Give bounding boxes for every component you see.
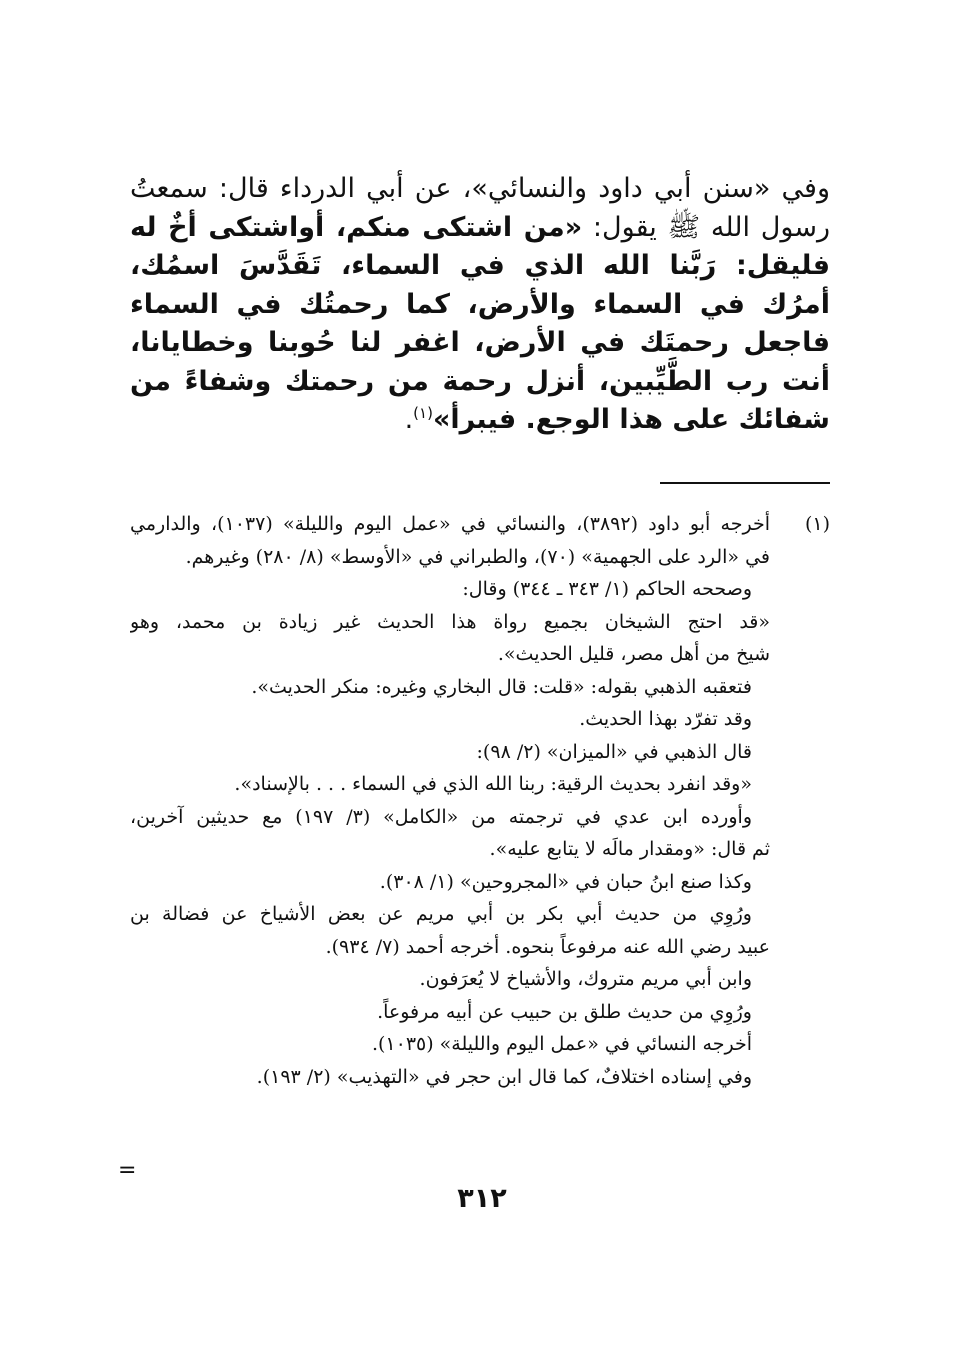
page-number: ٣١٢ (457, 1183, 507, 1214)
footnote-marker: (١) (804, 513, 830, 535)
hadith-text-rest: الذي في السماء، تَقَدَّسَ اسمُك، أمرُك في السماء والأرض، كما رحمتُك في السماء فاجعل رحمتَك في الأرض، اغفر لنا حُوبنا وخطايانا، أنت رب الطَّيِّبين، أنزل رحمة من رحمتك وشفاءً من شفائك على هذا الوجع. فيبرأ» (130, 250, 830, 435)
main-paragraph (130, 170, 830, 440)
footnote-line: وصححه الحاكم (١/ ٣٤٣ ـ ٣٤٤) وقال: (462, 578, 752, 600)
hadith-text-start: «من اشتكى منكم، أواشتكى أخٌ له فليقل: رَبَّنا الله (130, 211, 830, 281)
footnote-line: وكذا صنع ابنُ حبان في «المجروحين» (١/ ٣٠٨). (379, 870, 752, 893)
footnote-text: أخرجه أبو داود (٣٨٩٢)، والنسائي في «عمل اليوم والليلة» (١٠٣٧)، والدارمي (130, 513, 770, 535)
footnote-line: فتعقبه الذهبي بقوله: «قلت: قال البخاري وغيره: منكر الحديث». (251, 675, 752, 698)
footnote-line: قال الذهبي في «الميزان» (٢/ ٩٨): (476, 740, 752, 763)
main-line-1: وفي «سنن أبي داود والنسائي»، عن أبي الدرداء قال: سمعتُ (130, 173, 830, 204)
footnote-line: «وقد انفرد بحديث الرقية: ربنا الله الذي في السماء . . . بالإسناد». (234, 773, 752, 795)
footnote-line: «قد احتج الشيخان بجميع رواة هذا الحديث غير زيادة بن محمد، وهو (130, 610, 770, 633)
footnote-line: ثم قال: «ومقدار مالَه لا يتابع عليه». (489, 838, 770, 860)
footnotes-section (130, 508, 830, 1093)
footnote-line: وقد تفرّد بهذا الحديث. (579, 708, 752, 730)
footnote-line: في «الرد على الجهمية» (٧٠)، والطبراني في «الأوسط» (٨/ ٢٨٠) وغيرهم. (185, 545, 770, 568)
main-line-2-plain: رسول الله ﷺ يقول: (582, 211, 831, 243)
footnote-line: أخرجه النسائي في «عمل اليوم والليلة» (١٠٣٥). (371, 1033, 752, 1055)
footnote-line: ورُوِي من حديث أبي بكر بن أبي مريم عن بعض الأشياخ عن فضالة بن (130, 903, 752, 925)
footnote-reference[interactable]: (١) (413, 404, 433, 422)
footnote-continuation-mark: = (118, 1158, 137, 1183)
paragraph-end-mark: . (404, 404, 414, 435)
footnote-line: شيخ من أهل مصر، قليل الحديث». (497, 643, 770, 665)
footnote-line: عبيد رضي الله عنه مرفوعاً بنحوه. أخرجه أحمد (٧/ ٩٣٤). (325, 935, 770, 958)
footnote-line: وأورده ابن عدي في ترجمته من «الكامل» (٣/ ١٩٧) مع حديثين آخرين، (130, 805, 752, 828)
footnote-line: وفي إسناده اختلافٌ، كما قال ابن حجر في «التهذيب» (٢/ ١٩٣). (256, 1065, 752, 1088)
footnote-separator (660, 482, 830, 484)
footnote-line: ورُوِي من حديث طلق بن حبيب عن أبيه مرفوعاً. (377, 1000, 752, 1023)
footnote-line (130, 508, 830, 541)
footnote-line: وابن أبي مريم متروك، والأشياخ لا يُعرَفون. (419, 968, 752, 990)
